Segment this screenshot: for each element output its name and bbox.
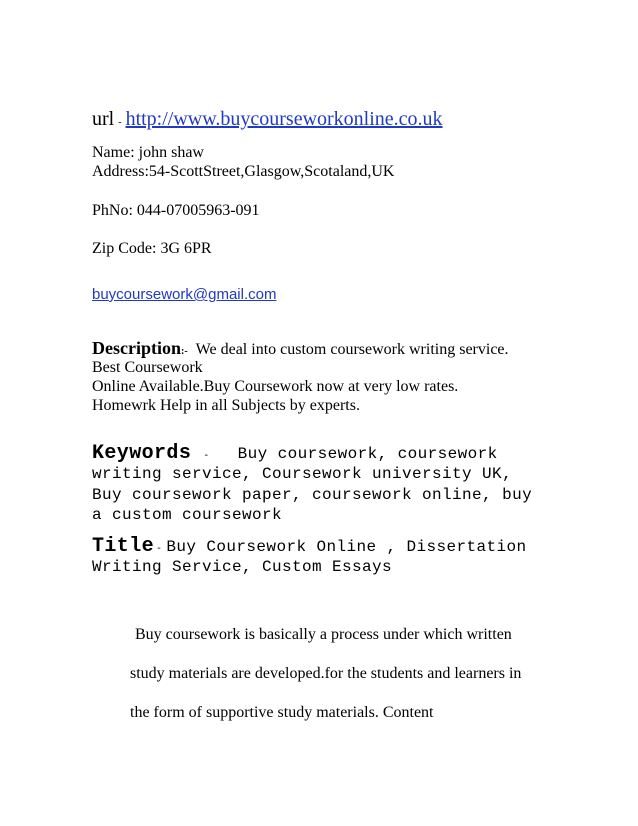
keywords-text-3: Buy coursework paper, coursework online, buy xyxy=(92,486,533,504)
keywords-text-2: writing service, Coursework university UK, xyxy=(92,465,513,483)
keywords-line-1 xyxy=(92,442,498,465)
contact-name: Name: john shaw xyxy=(92,144,204,161)
title-text-2: Writing Service, Custom Essays xyxy=(92,558,393,576)
url-separator: - xyxy=(118,117,122,128)
email-line xyxy=(92,286,276,303)
contact-zip: Zip Code: 3G 6PR xyxy=(92,240,212,257)
keywords-separator: - xyxy=(203,451,210,462)
description-separator: :- xyxy=(181,346,188,357)
keywords-text-4: a custom coursework xyxy=(92,506,283,524)
keywords-text-1: Buy coursework, coursework xyxy=(237,445,498,463)
contact-address: Address:54-ScottStreet,Glasgow,Scotaland,UK xyxy=(92,163,395,180)
title-label: Title xyxy=(92,535,155,558)
contact-phone: PhNo: 044-07005963-091 xyxy=(92,202,260,219)
title-text-1: Buy Coursework Online , Dissertation xyxy=(166,538,527,556)
body-line-2: study materials are developed.for the students and learners in xyxy=(130,665,522,682)
description-text-4: Homewrk Help in all Subjects by experts. xyxy=(92,397,360,414)
description-label: Description xyxy=(92,338,181,358)
url-line xyxy=(92,108,443,131)
description-line-1 xyxy=(92,338,509,359)
description-text-2: Best Coursework xyxy=(92,359,203,376)
description-text-1: We deal into custom coursework writing service. xyxy=(195,341,509,358)
email-link[interactable]: buycoursework@gmail.com xyxy=(92,286,277,303)
title-line-1 xyxy=(92,535,526,558)
description-text-3: Online Available.Buy Coursework now at very low rates. xyxy=(92,378,459,395)
website-link[interactable]: http://www.buycourseworkonline.co.uk xyxy=(125,108,443,130)
url-label: url xyxy=(92,108,115,130)
body-line-1: Buy coursework is basically a process under which written xyxy=(135,626,512,643)
body-line-3: the form of supportive study materials. Content xyxy=(130,704,434,721)
title-separator: - xyxy=(156,544,163,555)
keywords-label: Keywords xyxy=(92,442,192,465)
